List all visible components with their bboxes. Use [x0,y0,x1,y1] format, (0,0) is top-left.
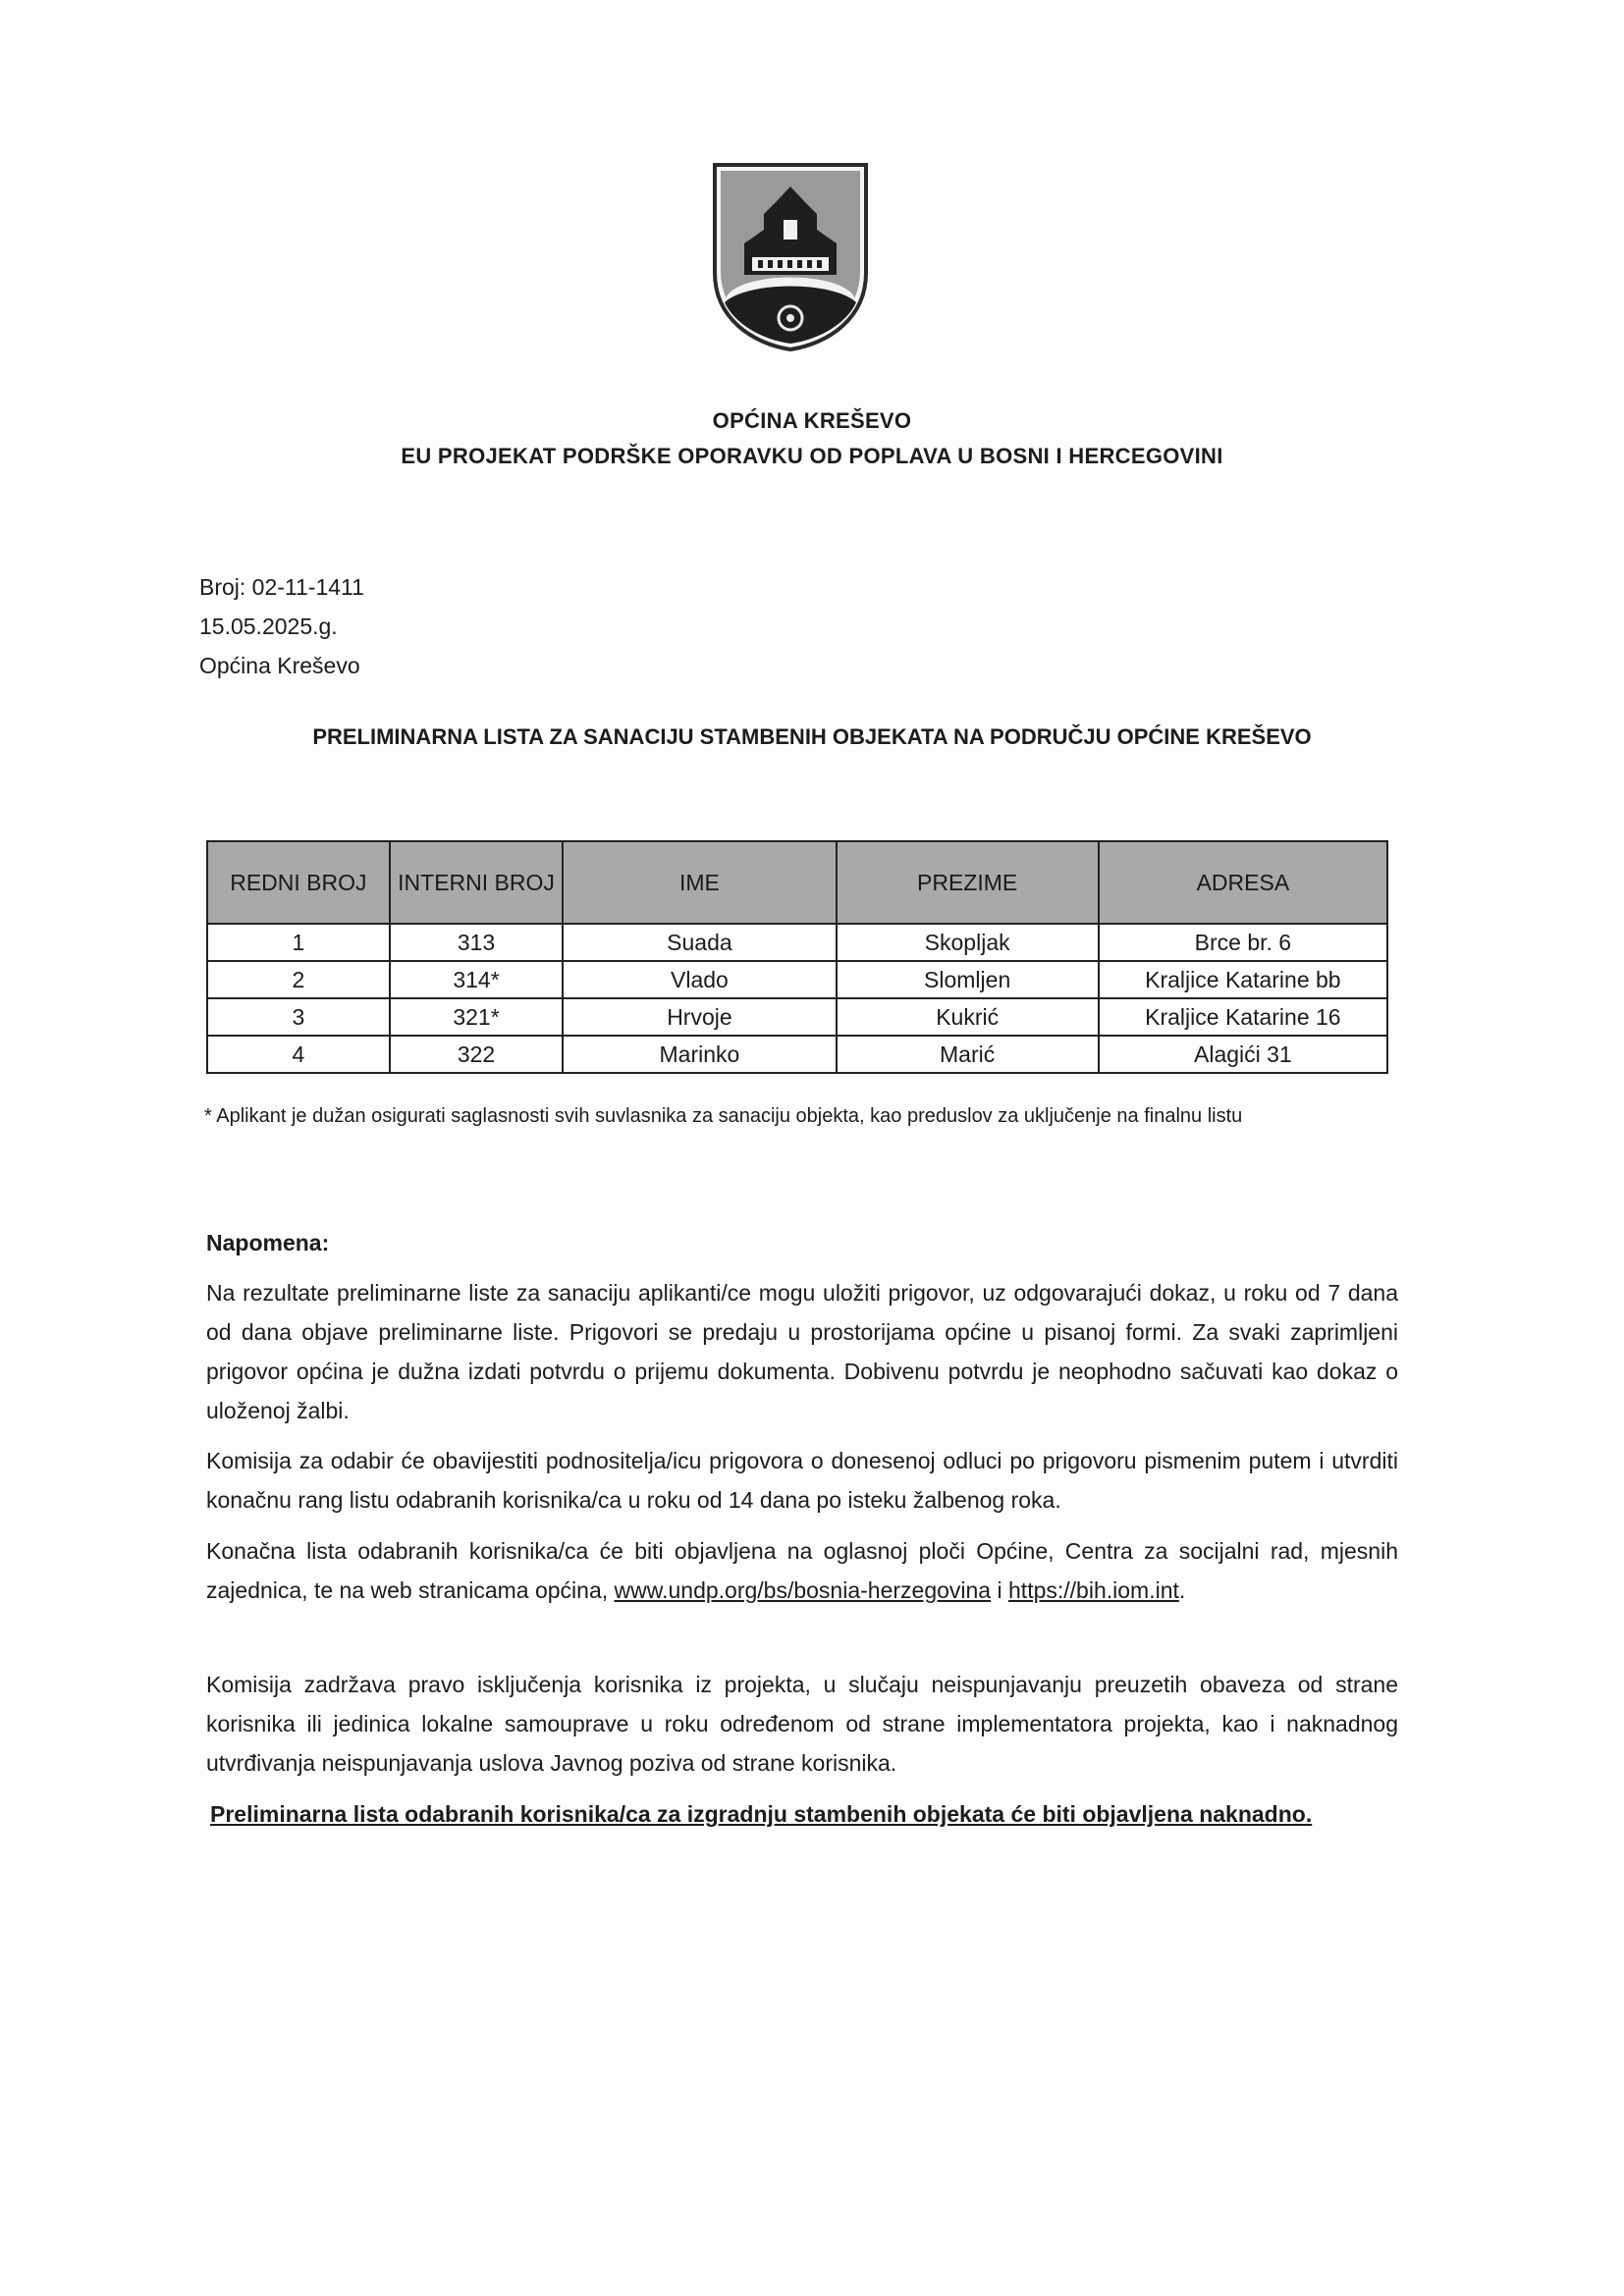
table-cell: Skopljak [837,924,1099,961]
table-row [207,1036,1387,1073]
document-date: 15.05.2025.g. [199,614,338,639]
project-heading: EU PROJEKAT PODRŠKE OPORAVKU OD POPLAVA U BOSNI I HERCEGOVINI [401,444,1223,468]
table-cell: Vlado [563,961,836,998]
note-heading: Napomena: [206,1230,330,1255]
table-cell: 314* [390,961,564,998]
table-cell: 2 [207,961,390,998]
document-title: PRELIMINARNA LISTA ZA SANACIJU STAMBENIH OBJEKATA NA PODRUČJU OPĆINE KREŠEVO [312,724,1312,749]
table-row [207,924,1387,961]
note-paragraph-exclusion: Komisija zadržava pravo isključenja korisnika iz projekta, u slučaju neispunjavanju preuzetih obaveza od strane korisnika ili jedinica lokalne samouprave u roku određenom od strane implementatora projekta, kao i naknadnog utvrđivanja neispunjavanja uslova Javnog poziva od strane korisnika. [206,1672,1398,1776]
municipality-heading: OPĆINA KREŠEVO [712,408,912,433]
table-cell: Brce br. 6 [1099,924,1387,961]
column-header: INTERNI BROJ [390,841,564,924]
table-footnote: * Aplikant je dužan osigurati saglasnosti svih suvlasnika za sanaciju objekta, kao preduslov za uključenje na finalnu listu [204,1105,1243,1127]
column-header: IME [563,841,836,924]
note-paragraph-objections: Na rezultate preliminarne liste za sanaciju aplikanti/ce mogu uložiti prigovor, uz odgovarajući dokaz, u roku od 7 dana od dana objave preliminarne liste. Prigovori se predaju u prostorijama općine u pisanoj formi. Za svaki zaprimljeni prigovor općina je dužna izdati potvrdu o prijemu dokumenta. Dobivenu potvrdu je neophodno sačuvati kao dokaz o uloženoj žalbi. [206,1280,1398,1423]
table-cell: 321* [390,998,564,1036]
table-cell: Suada [563,924,836,961]
column-header: ADRESA [1099,841,1387,924]
table-cell: 4 [207,1036,390,1073]
municipality-crest-icon [709,159,872,351]
table-cell: Marinko [563,1036,836,1073]
table-cell: Kraljice Katarine bb [1099,961,1387,998]
note-paragraph-publication [206,1531,1398,1610]
document-place: Općina Kreševo [199,653,360,678]
table-cell: 313 [390,924,564,961]
table-cell: Marić [837,1036,1099,1073]
iom-link[interactable]: https://bih.iom.int [1008,1577,1179,1603]
table-cell: 3 [207,998,390,1036]
table-cell: Slomljen [837,961,1099,998]
publication-text: Konačna lista odabranih korisnika/ca će biti objavljena na oglasnoj ploči Općine, Centra za socijalni rad, mjesnih zajednica, te na web stranicama općina, [206,1538,1398,1603]
table-row [207,961,1387,998]
table-cell: Hrvoje [563,998,836,1036]
final-note: Preliminarna lista odabranih korisnika/ca za izgradnju stambenih objekata će biti objavljena naknadno. [210,1801,1313,1827]
beneficiaries-table [206,840,1388,1074]
period-text: . [1178,1577,1186,1603]
undp-link[interactable]: www.undp.org/bs/bosnia-herzegovina [614,1577,992,1603]
table-cell: Kraljice Katarine 16 [1099,998,1387,1036]
table-cell: Alagići 31 [1099,1036,1387,1073]
table-row [207,998,1387,1036]
table-cell: 322 [390,1036,564,1073]
column-header: REDNI BROJ [207,841,390,924]
document-meta [199,567,364,685]
table-cell: 1 [207,924,390,961]
table-header-row [207,841,1387,924]
table-cell: Kukrić [837,998,1099,1036]
conjunction-text: i [997,1577,1002,1603]
column-header: PREZIME [837,841,1099,924]
document-number: Broj: 02-11-1411 [199,574,364,600]
note-paragraph-commission: Komisija za odabir će obavijestiti podnositelja/icu prigovora o donesenoj odluci po prigovoru pismenim putem i utvrditi konačnu rang listu odabranih korisnika/ca u roku od 14 dana po isteku žalbenog roka. [206,1448,1398,1513]
